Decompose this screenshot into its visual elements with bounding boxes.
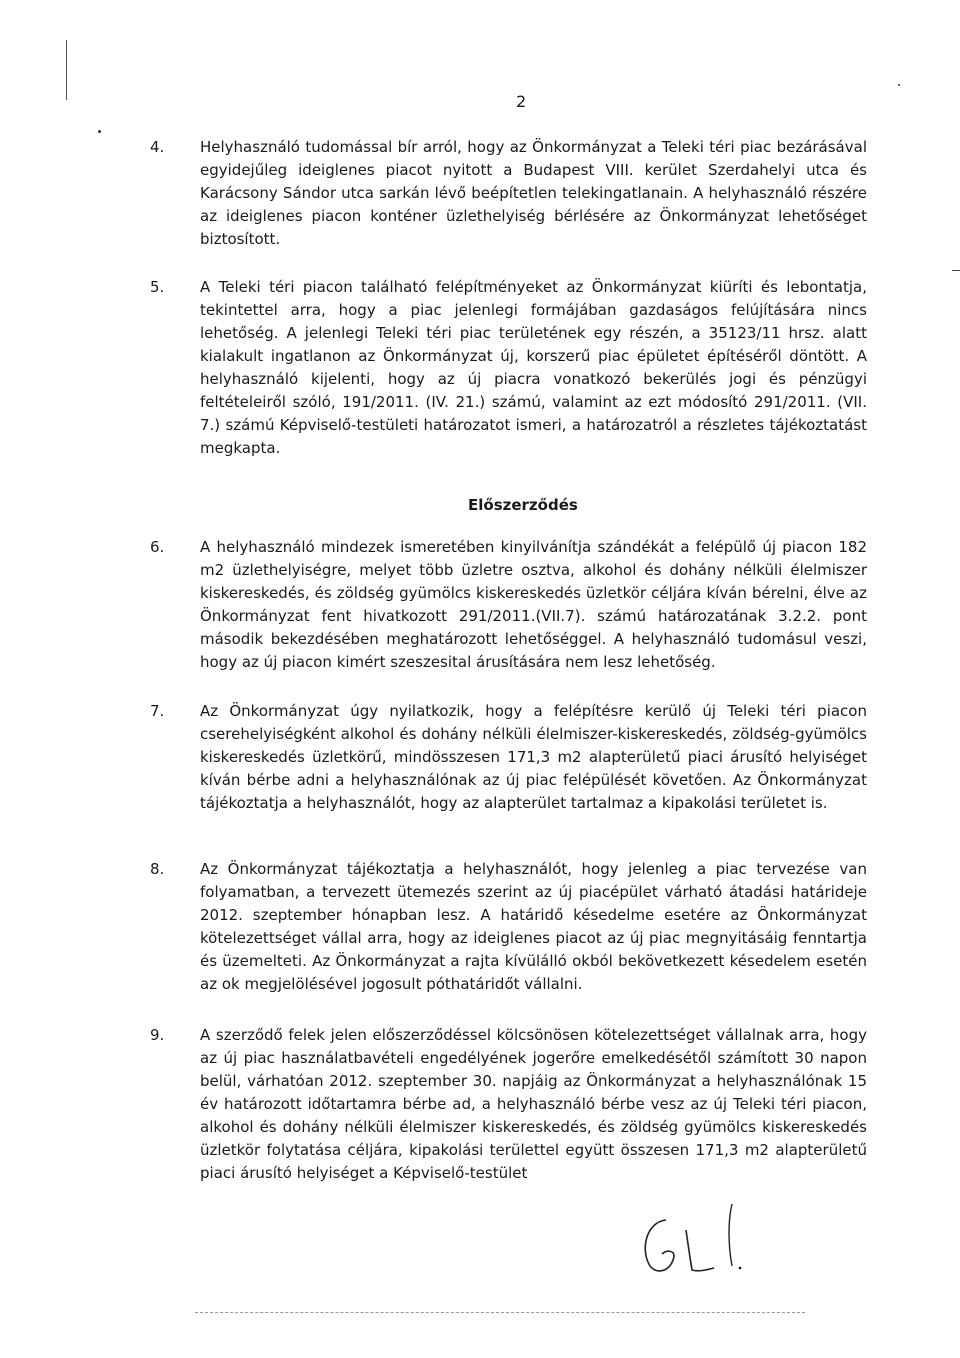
scan-edge-mark — [952, 270, 960, 271]
clause-item — [150, 276, 867, 460]
clause-text: A helyhasználó mindezek ismeretében kinyilvánítja szándékát a felépülő új piacon 182 m2 üzlethelyiségre, melyet több üzletre osztva, alkohol és dohány nélküli élelmiszer kiskereskedés, és zöldség gyümölcs kiskereskedés üzletkör céljára kíván bérelni, élve az Önkormányzat fent hivatkozott 291/2011.(VII.7). számú határozatának 3.2.2. pont második bekezdésében meghatározott lehetőséggel. A helyhasználó tudomásul veszi, hogy az új piacon kimért szeszesital árusítására nem lesz lehetőség. — [200, 538, 867, 671]
clause-item — [150, 1024, 867, 1185]
clause-text: A Teleki téri piacon található felépítményeket az Önkormányzat kiüríti és lebontatja, tekintettel arra, hogy a piac jelenlegi formájában gazdaságos felújítására nincs lehetőség. A jelenlegi Teleki téri piac területének egy részén, a 35123/11 hrsz. alatt kialakult ingatlanon az Önkormányzat új, korszerű piac épületet építéséről döntött. A helyhasználó kijelenti, hogy az új piacra vonatkozó bekerülés jogi és pénzügyi feltételeiről szóló, 191/2011. (IV. 21.) számú, valamint az ezt módosító 291/2011. (VII. 7.) számú Képviselő-testületi határozatot ismeri, a határozatról a részletes tájékoztatást megkapta. — [200, 278, 867, 457]
clause-item — [150, 536, 867, 674]
clause-text: Az Önkormányzat tájékoztatja a helyhasználót, hogy jelenleg a piac tervezése van folyamatban, a tervezett ütemezés szerint az új piacépület várható átadási határideje 2012. szeptember hónapban lesz. A határidő késedelme esetére az Önkormányzat kötelezettséget vállal arra, hogy az ideiglenes piacot az új piac megnyitásáig fenntartja és üzemelteti. Az Önkormányzat a rajta kívülálló okból bekövetkezett késedelem esetén az ok megjelölésével jogosult póthatáridőt vállalni. — [200, 860, 867, 993]
scan-speck — [898, 84, 900, 86]
clause-number: 7. — [150, 702, 165, 720]
clause-number: 9. — [150, 1026, 165, 1044]
scan-speck — [98, 130, 101, 133]
margin-line — [66, 40, 67, 100]
clause-text: Helyhasználó tudomással bír arról, hogy az Önkormányzat a Teleki téri piac bezárásával egyidejűleg ideiglenes piacot nyitott a Budapest VIII. kerület Szerdahelyi utca és Karácsony Sándor utca sarkán lévő beépítetlen telekingatlanain. A helyhasználó részére az ideiglenes piacon konténer üzlethelyiség bérlésére az Önkormányzat lehetőséget biztosított. — [200, 138, 867, 248]
clause-text: Az Önkormányzat úgy nyilatkozik, hogy a felépítésre kerülő új Teleki téri piacon cserehelyiségként alkohol és dohány nélküli élelmiszer-kiskereskedés, zöldség-gyümölcs kiskereskedés üzletkörű, mindösszesen 171,3 m2 alapterületű piaci árusító helyiséget kíván bérbe adni a helyhasználónak az új piac felépülését követően. Az Önkormányzat tájékoztatja a helyhasználót, hogy az alapterület tartalmaz a kipakolási területet is. — [200, 702, 867, 812]
footer-rule — [195, 1312, 805, 1313]
clause-item — [150, 700, 867, 815]
section-heading: Előszerződés — [468, 496, 578, 514]
clause-number: 4. — [150, 138, 165, 156]
handwritten-initials — [636, 1200, 756, 1280]
page-number: 2 — [516, 92, 527, 111]
clause-item — [150, 136, 867, 251]
clause-text: A szerződő felek jelen előszerződéssel kölcsönösen kötelezettséget vállalnak arra, hogy az új piac használatbavételi engedélyének jogerőre emelkedésétől számított 30 napon belül, várhatóan 2012. szeptember 30. napjáig az Önkormányzat a helyhasználónak 15 év határozott időtartamra bérbe ad, a helyhasználó bérbe vesz az új Teleki téri piacon, alkohol és dohány nélküli élelmiszer kiskereskedés, és zöldség gyümölcs kiskereskedés üzletkör folytatása céljára, kipakolási területtel együtt összesen 171,3 m2 alapterületű piaci árusító helyiséget a Képviselő-testület — [200, 1026, 867, 1182]
clause-item — [150, 858, 867, 996]
clause-number: 8. — [150, 860, 165, 878]
clause-number: 6. — [150, 538, 165, 556]
clause-number: 5. — [150, 278, 165, 296]
